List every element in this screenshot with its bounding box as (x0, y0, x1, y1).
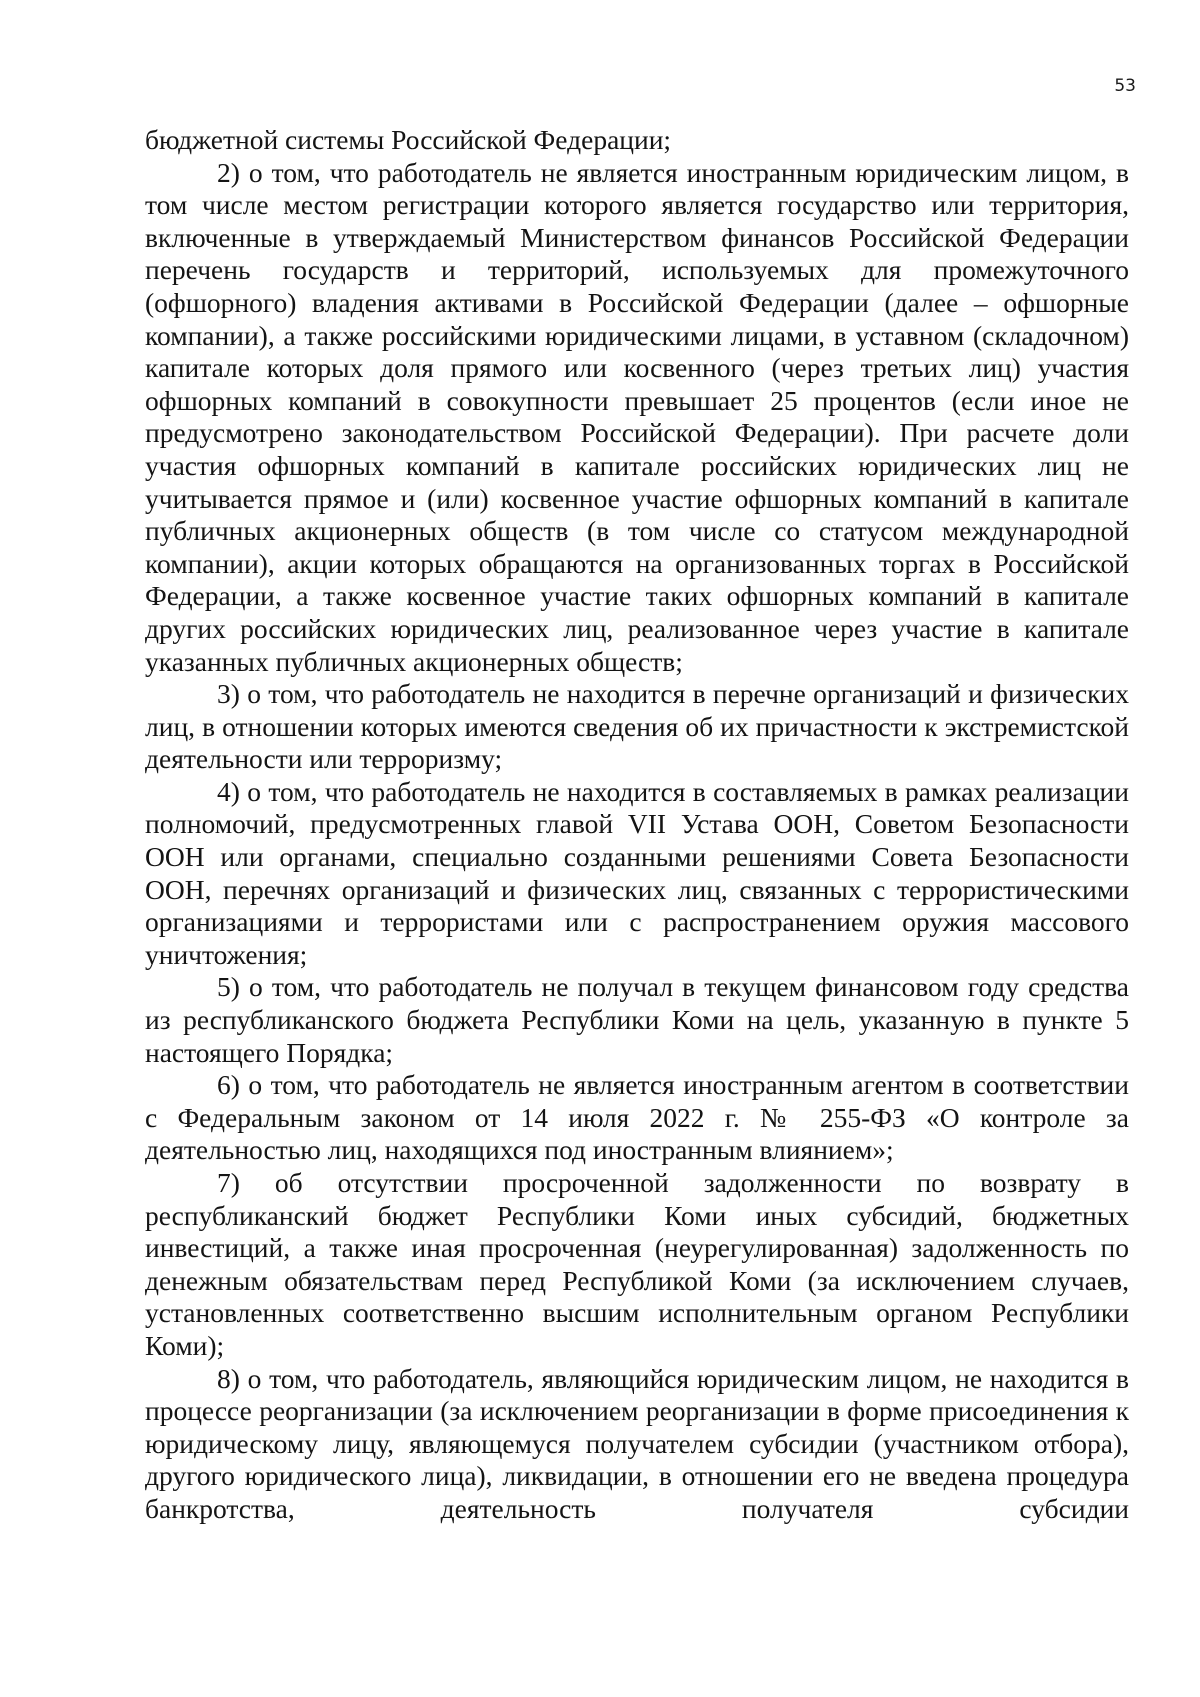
list-item-7: 7) об отсутствии просроченной задолженности по возврату в республиканский бюджет Республики Коми иных субсидий, бюджетных инвестиций, а также иная просроченная (неурегулированная) задолженность по денежным обязательствам перед Республикой Коми (за исключением случаев, установленных соответственно высшим исполнительным органом Республики Коми); (145, 1167, 1129, 1361)
list-item-3: 3) о том, что работодатель не находится в перечне организаций и физических лиц, в отношении которых имеются сведения об их причастности к экстремистской деятельности или терроризму; (145, 678, 1129, 775)
list-item-8: 8) о том, что работодатель, являющийся юридическим лицом, не находится в процессе реорганизации (за исключением реорганизации в форме присоединения к юридическому лицу, являющемуся получателем субсидии (участником отбора), другого юридического лица), ликвидации, в отношении его не введена процедура банкротства, деятельность получателя субсидии (145, 1362, 1129, 1524)
list-item-5: 5) о том, что работодатель не получал в текущем финансовом году средства из республиканского бюджета Республики Коми на цель, указанную в пункте 5 настоящего Порядка; (145, 971, 1129, 1068)
list-item-2: 2) о том, что работодатель не является иностранным юридическим лицом, в том числе местом регистрации которого является государство или территория, включенные в утверждаемый Министерством финансов Российской Федерации перечень государств и территорий, используемых для промежуточного (офшорного) владения активами в Российской Федерации (далее – офшорные компании), а также российскими юридическими лицами, в уставном (складочном) капитале которых доля прямого или косвенного (через третьих лиц) участия офшорных компаний в совокупности превышает 25 процентов (если иное не предусмотрено законодательством Российской Федерации). При расчете доли участия офшорных компаний в капитале российских юридических лиц не учитывается прямое и (или) косвенное участие офшорных компаний в капитале публичных акционерных обществ (в том числе со статусом международной компании), акции которых обращаются на организованных торгах в Российской Федерации, а также косвенное участие таких офшорных компаний в капитале других российских юридических лиц, реализованное через участие в капитале указанных публичных акционерных обществ; (145, 156, 1129, 677)
page-number: 53 (1114, 76, 1136, 96)
list-item-6: 6) о том, что работодатель не является иностранным агентом в соответствии с Федеральным законом от 14 июля 2022 г. № 255-ФЗ «О контроле за деятельностью лиц, находящихся под иностранным влиянием»; (145, 1069, 1129, 1166)
document-body (145, 124, 1129, 1526)
list-item-4: 4) о том, что работодатель не находится в составляемых в рамках реализации полномочий, предусмотренных главой VII Устава ООН, Советом Безопасности ООН или органами, специально созданными решениями Совета Безопасности ООН, перечнях организаций и физических лиц, связанных с террористическими организациями и террористами или с распространением оружия массового уничтожения; (145, 775, 1129, 970)
paragraph-continuation: бюджетной системы Российской Федерации; (145, 124, 672, 155)
